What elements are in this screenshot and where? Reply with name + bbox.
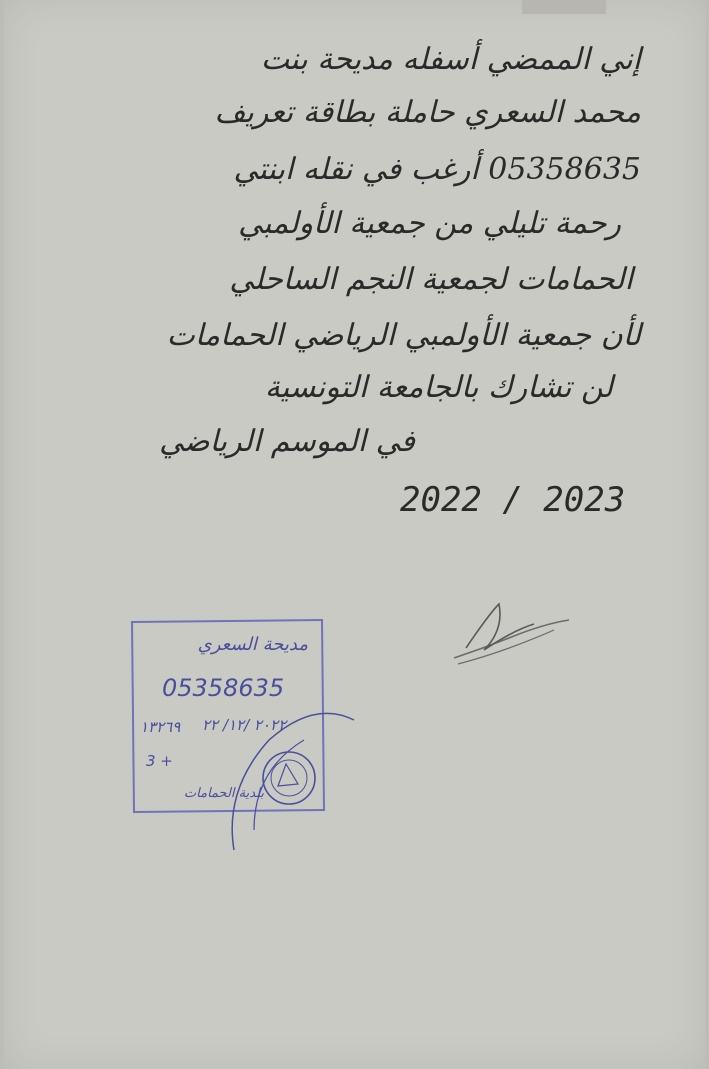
letter-line-2: محمد السعري حاملة بطاقة تعريف <box>214 95 641 130</box>
letter-line-1: إني الممضي أسفله مديحة بنت <box>260 42 641 77</box>
paper-tab <box>522 0 606 14</box>
letter-line-3: 05358635 أرغب في نقله ابنتي <box>233 152 641 187</box>
stamp-ref: 3 + <box>146 752 173 770</box>
letter-line-8: في الموسم الرياضي <box>159 424 415 459</box>
signature <box>444 590 574 670</box>
round-seal <box>214 700 364 860</box>
letter-line-5: الحمامات لجمعية النجم الساحلي <box>229 262 633 297</box>
stamp-name: مديحة السعري <box>197 634 308 655</box>
letter-line-4: رحمة تليلي من جمعية الأولمبي <box>238 206 621 241</box>
letter-line-6: لأن جمعية الأولمبي الرياضي الحمامات <box>166 318 641 353</box>
paper-sheet <box>4 0 705 1069</box>
letter-line-7: لن تشارك بالجامعة التونسية <box>264 370 613 405</box>
stamp-code: ١٣٢٦٩ <box>140 718 181 736</box>
stamp-number: 05358635 <box>162 674 285 702</box>
letter-date: 2022 / 2023 <box>400 480 626 520</box>
stamp-date: ٢٠٢٢ /١٢/ ٢٢ <box>202 716 287 734</box>
stamp-footer: بلدية الحمامات <box>183 786 264 801</box>
